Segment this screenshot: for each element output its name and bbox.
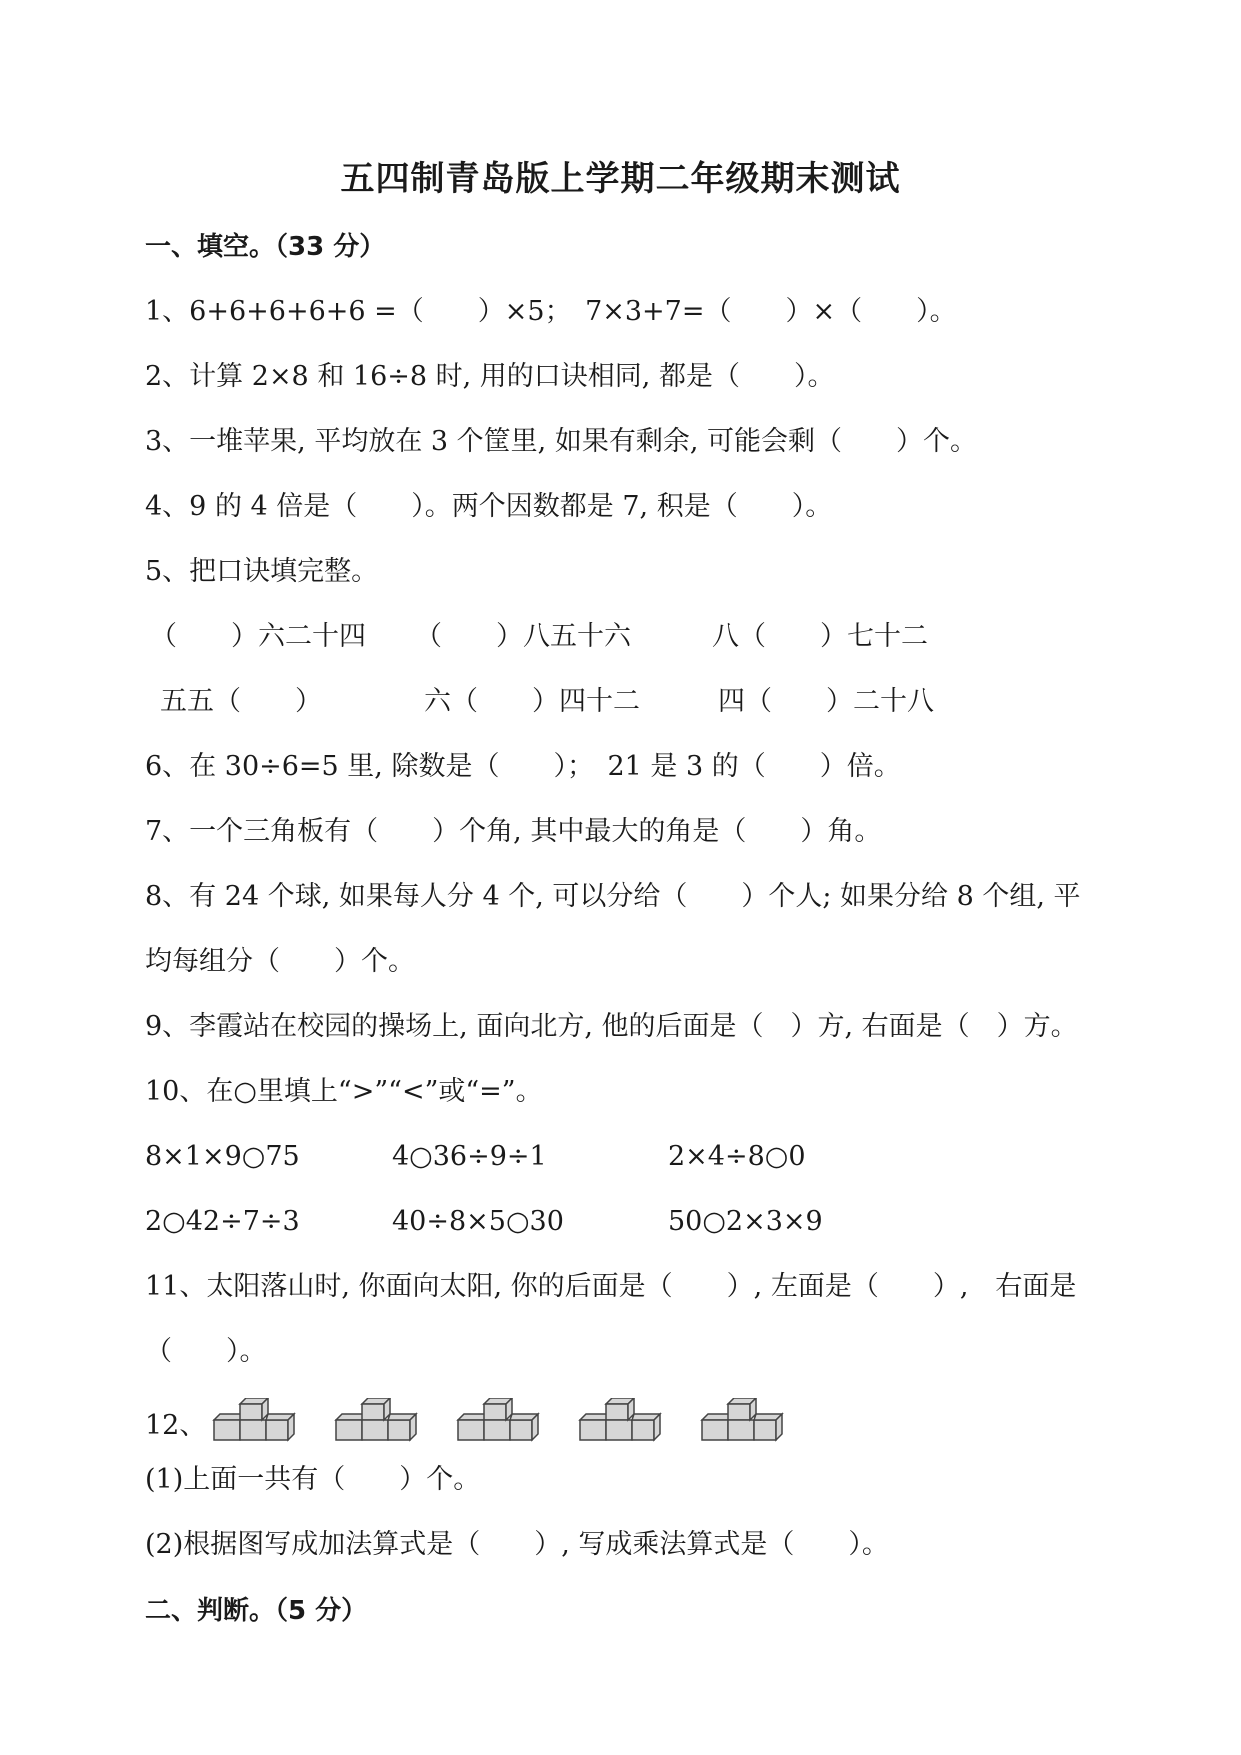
question-11-line-1: 11、太阳落山时, 你面向太阳, 你的后面是（ ）, 左面是（ ）, 右面是 [145,1271,1077,1302]
question-11-line-2: （ ）。 [145,1336,267,1367]
cube-stack-4 [576,1398,664,1444]
cube-stack-3 [454,1398,542,1444]
q10-item-5: 40÷8×5○30 [392,1206,564,1237]
cube-stack-1 [210,1398,298,1444]
q10-item-3: 2×4÷8○0 [668,1141,806,1172]
question-12-part-1: (1)上面一共有（ ）个。 [145,1464,481,1495]
question-7: 7、一个三角板有（ ）个角, 其中最大的角是（ ）角。 [145,816,882,847]
question-4: 4、9 的 4 倍是（ ）。两个因数都是 7, 积是（ ）。 [145,491,833,522]
question-10: 10、在○里填上“>”“<”或“=”。 [145,1076,543,1107]
q5-item-6: 四（ ）二十八 [718,686,934,717]
cube-figures [0,1398,1241,1448]
question-12: 12、 [145,1410,207,1441]
section-heading-judge: 二、判断。（5 分） [145,1596,368,1626]
question-1: 1、6+6+6+6+6 =（ ）×5； 7×3+7=（ ）×（ ）。 [145,296,957,327]
q10-item-2: 4○36÷9÷1 [392,1141,547,1172]
question-6: 6、在 30÷6=5 里, 除数是（ ）； 21 是 3 的（ ）倍。 [145,751,901,782]
question-8-line-1: 8、有 24 个球, 如果每人分 4 个, 可以分给（ ）个人; 如果分给 8 个组, 平 [145,881,1081,912]
question-5: 5、把口诀填完整。 [145,556,379,587]
question-12-part-2: (2)根据图写成加法算式是（ ）, 写成乘法算式是（ ）。 [145,1529,889,1560]
question-3: 3、一堆苹果, 平均放在 3 个筐里, 如果有剩余, 可能会剩（ ）个。 [145,426,978,457]
page-title: 五四制青岛版上学期二年级期末测试 [340,159,901,199]
q5-item-2: （ ）八五十六 [415,621,631,652]
cube-stack-2 [332,1398,420,1444]
question-2: 2、计算 2×8 和 16÷8 时, 用的口诀相同, 都是（ ）。 [145,361,835,392]
q10-item-4: 2○42÷7÷3 [145,1206,300,1237]
q10-item-1: 8×1×9○75 [145,1141,300,1172]
q5-item-5: 六（ ）四十二 [424,686,640,717]
q5-item-1: （ ）六二十四 [150,621,366,652]
q5-item-4: 五五（ ） [160,686,322,717]
q10-item-6: 50○2×3×9 [668,1206,823,1237]
cube-stack-5 [698,1398,786,1444]
section-heading-fill-in: 一、填空。（33 分） [145,232,386,262]
question-8-line-2: 均每组分（ ）个。 [145,946,415,977]
q5-item-3: 八（ ）七十二 [712,621,928,652]
question-9: 9、李霞站在校园的操场上, 面向北方, 他的后面是（ ）方, 右面是（ ）方。 [145,1011,1078,1042]
